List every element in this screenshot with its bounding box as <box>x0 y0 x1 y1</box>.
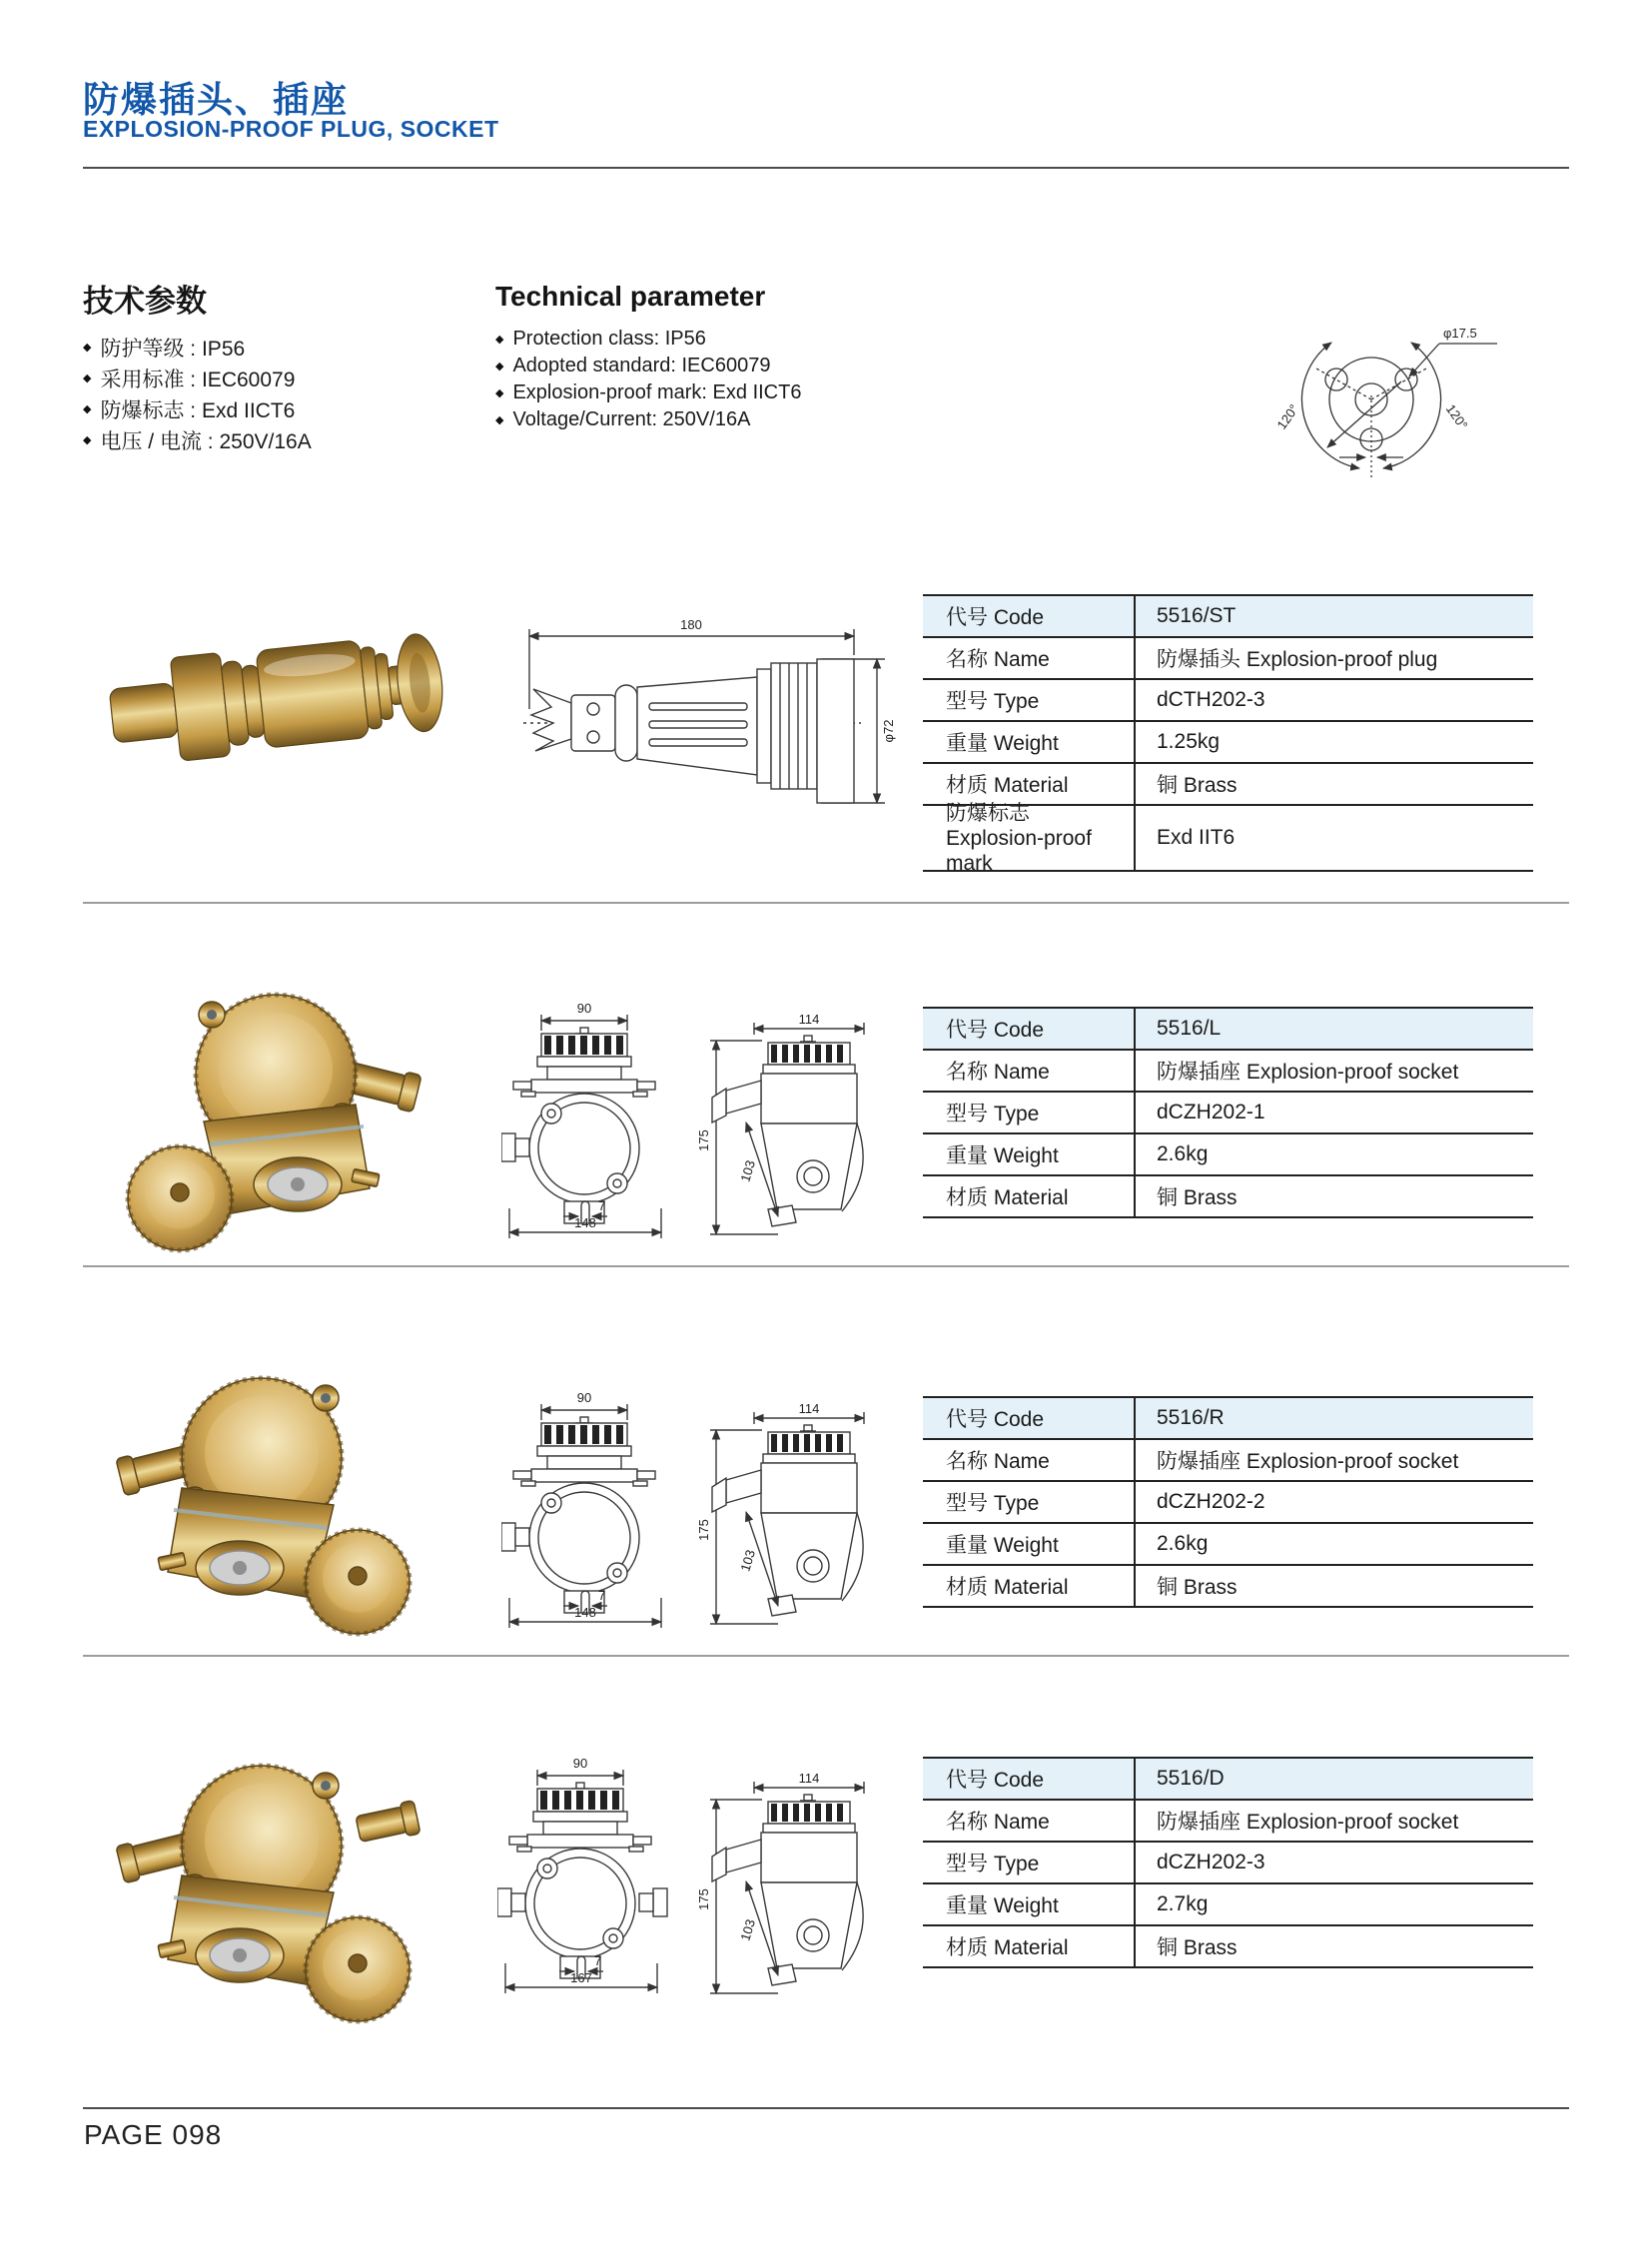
drawing-socket-side <box>692 1011 872 1245</box>
header-rule <box>83 167 1569 169</box>
row-label: 材质 Material <box>923 1926 1136 1966</box>
tech-item-text: Voltage/Current: 250V/16A <box>512 408 751 430</box>
dim-slot: 7 <box>594 1953 602 1968</box>
table-row-code <box>923 596 1533 638</box>
row-label: 代号 Code <box>923 1398 1136 1438</box>
page-number: PAGE 098 <box>84 2119 223 2150</box>
drawing-socket-front <box>501 999 671 1243</box>
tech-item-text: 电压 / 电流 : 250V/16A <box>100 429 312 453</box>
drawing-socket-side <box>692 1400 872 1635</box>
tech-item <box>495 353 801 379</box>
table-row-type <box>923 1482 1533 1524</box>
pin-angle-right-label: 120° <box>1442 401 1471 432</box>
row-label: 材质 Material <box>923 764 1136 804</box>
diamond-bullet-icon: ◆ <box>83 373 92 384</box>
row-value: 防爆插座 Explosion-proof socket <box>1157 1061 1459 1084</box>
drawing-socket-front <box>497 1754 667 1998</box>
diamond-bullet-icon: ◆ <box>495 387 504 399</box>
row-value: 防爆插头 Explosion-proof plug <box>1157 648 1438 671</box>
dim-height: 175 <box>696 1129 711 1151</box>
table-row-weight <box>923 1134 1533 1176</box>
tech-item <box>83 424 312 455</box>
tech-item-text: Protection class: IP56 <box>512 328 706 350</box>
dim-front-bottom: 167 <box>570 1970 592 1985</box>
row-label: 重量 Weight <box>923 1524 1136 1564</box>
dim-side-top: 114 <box>798 1771 820 1786</box>
footer-rule <box>83 2107 1569 2109</box>
dim-height: 175 <box>696 1888 711 1910</box>
tech-item <box>83 363 312 393</box>
row-value: 铜 Brass <box>1157 1576 1238 1599</box>
product-photo-socket <box>100 1738 429 2027</box>
row-value: 2.6kg <box>1157 1142 1209 1165</box>
row-value: 铜 Brass <box>1157 1936 1238 1959</box>
drawing-socket-front <box>501 1388 671 1633</box>
dim-depth: 103 <box>737 1917 759 1943</box>
table-row-name <box>923 1051 1533 1093</box>
table-row-name <box>923 638 1533 680</box>
dim-depth: 103 <box>737 1158 759 1184</box>
row-label: 型号 Type <box>923 680 1136 720</box>
spec-table-3 <box>923 1396 1533 1608</box>
tech-item <box>495 406 801 433</box>
row-value: 5516/ST <box>1157 604 1237 627</box>
row-label: 型号 Type <box>923 1843 1136 1882</box>
row-label: 重量 Weight <box>923 1134 1136 1174</box>
tech-item-text: Adopted standard: IEC60079 <box>512 355 771 376</box>
dim-front-top: 90 <box>576 1001 592 1016</box>
row-label: 名称 Name <box>923 1051 1136 1091</box>
product-photo-plug <box>105 597 444 797</box>
table-row-code <box>923 1398 1533 1440</box>
tech-item <box>495 379 801 406</box>
row-value: 2.7kg <box>1157 1892 1209 1915</box>
row-value: 防爆插座 Explosion-proof socket <box>1157 1811 1459 1834</box>
row-label: 代号 Code <box>923 1759 1136 1799</box>
row-value: 1.25kg <box>1157 730 1221 753</box>
row-label: 代号 Code <box>923 596 1136 636</box>
page-title-en: EXPLOSION-PROOF PLUG, SOCKET <box>83 116 499 142</box>
row-label <box>923 801 1136 875</box>
spec-table-4 <box>923 1757 1533 1968</box>
row-label: 重量 Weight <box>923 722 1136 762</box>
row-value: 5516/R <box>1157 1406 1225 1429</box>
tech-item-text: Explosion-proof mark: Exd IICT6 <box>512 381 802 403</box>
table-row-type <box>923 1093 1533 1134</box>
tech-item-text: 防护等级 : IP56 <box>100 337 246 361</box>
row-label-zh: 防爆标志 <box>946 801 1030 825</box>
row-label: 代号 Code <box>923 1009 1136 1049</box>
diamond-bullet-icon: ◆ <box>83 434 92 446</box>
table-row-weight <box>923 722 1533 764</box>
row-label: 材质 Material <box>923 1176 1136 1216</box>
row-value: 2.6kg <box>1157 1532 1209 1555</box>
section-divider <box>83 1265 1569 1267</box>
table-row-mark <box>923 801 1533 875</box>
row-value: dCZH202-2 <box>1157 1490 1265 1513</box>
row-value: dCZH202-1 <box>1157 1101 1265 1123</box>
row-value: 5516/L <box>1157 1017 1222 1040</box>
table-row-code <box>923 1009 1533 1051</box>
spec-table-1 <box>923 594 1533 875</box>
diamond-bullet-icon: ◆ <box>495 334 504 346</box>
tech-item-text: 采用标准 : IEC60079 <box>100 368 296 391</box>
row-label: 名称 Name <box>923 1440 1136 1480</box>
row-value: 防爆插座 Explosion-proof socket <box>1157 1450 1459 1473</box>
row-label-en: Explosion-proof mark <box>946 826 1092 875</box>
product-photo-socket <box>108 967 437 1256</box>
dim-length-label: 180 <box>680 617 702 632</box>
table-row-material <box>923 1176 1533 1218</box>
table-row-code <box>923 1759 1533 1801</box>
dim-height: 175 <box>696 1519 711 1541</box>
dim-front-top: 90 <box>576 1390 592 1405</box>
tech-item <box>495 326 801 353</box>
section-divider <box>83 1655 1569 1657</box>
row-value: 铜 Brass <box>1157 1186 1238 1209</box>
diamond-bullet-icon: ◆ <box>495 361 504 373</box>
section-divider <box>83 902 1569 904</box>
page-title-zh: 防爆插头、插座 <box>83 79 350 120</box>
row-label: 重量 Weight <box>923 1884 1136 1924</box>
tech-item-text: 防爆标志 : Exd IICT6 <box>100 398 296 422</box>
row-label: 型号 Type <box>923 1482 1136 1522</box>
row-label: 材质 Material <box>923 1566 1136 1606</box>
dim-front-bottom: 148 <box>574 1215 596 1230</box>
dim-depth: 103 <box>737 1548 759 1574</box>
tech-heading-en: Technical parameter <box>495 281 766 312</box>
drawing-socket-side <box>692 1770 872 2004</box>
table-row-weight <box>923 1524 1533 1566</box>
row-label: 型号 Type <box>923 1093 1136 1132</box>
row-label: 名称 Name <box>923 638 1136 678</box>
diamond-bullet-icon: ◆ <box>83 403 92 415</box>
row-value: 5516/D <box>1157 1767 1225 1790</box>
drawing-plug-side <box>499 591 899 836</box>
table-row-material <box>923 1566 1533 1608</box>
row-value: dCTH202-3 <box>1157 688 1265 711</box>
tech-heading-zh: 技术参数 <box>83 284 207 319</box>
row-value: 铜 Brass <box>1157 774 1238 797</box>
product-photo-socket <box>100 1350 429 1640</box>
dim-side-top: 114 <box>798 1401 820 1416</box>
dim-slot: 7 <box>598 1588 606 1603</box>
row-label: 名称 Name <box>923 1801 1136 1841</box>
dim-front-bottom: 148 <box>574 1605 596 1620</box>
dim-diameter-label: φ72 <box>881 719 896 743</box>
table-row-type <box>923 1843 1533 1884</box>
diamond-bullet-icon: ◆ <box>83 342 92 354</box>
table-row-weight <box>923 1884 1533 1926</box>
row-value: Exd IIT6 <box>1157 826 1236 849</box>
row-value: dCZH202-3 <box>1157 1851 1265 1873</box>
dim-slot: 7 <box>598 1198 606 1213</box>
tech-item <box>83 332 312 363</box>
pin-angle-left-label: 120° <box>1273 401 1302 432</box>
pin-diameter-label: φ17.5 <box>1443 326 1477 341</box>
dim-front-top: 90 <box>572 1756 588 1771</box>
tech-list-zh <box>83 332 312 455</box>
tech-list-en <box>495 326 801 433</box>
table-row-material <box>923 1926 1533 1968</box>
table-row-name <box>923 1440 1533 1482</box>
spec-table-2 <box>923 1007 1533 1218</box>
table-row-type <box>923 680 1533 722</box>
diamond-bullet-icon: ◆ <box>495 414 504 426</box>
table-row-name <box>923 1801 1533 1843</box>
tech-item <box>83 393 312 424</box>
dim-side-top: 114 <box>798 1012 820 1027</box>
pin-face-diagram <box>1243 300 1543 499</box>
